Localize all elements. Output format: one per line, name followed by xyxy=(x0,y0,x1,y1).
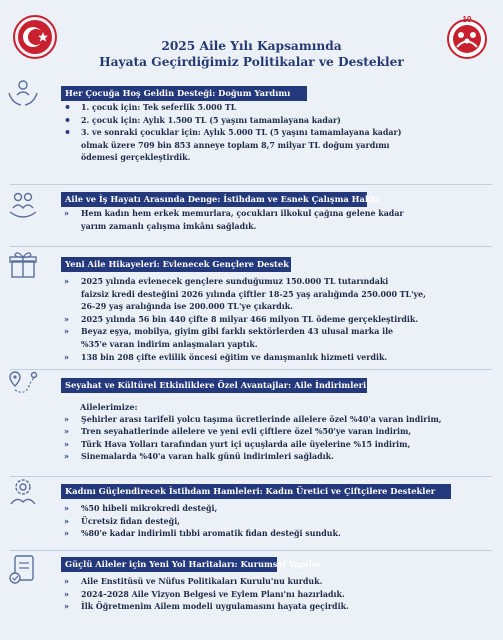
list-continuation: 26-29 yaş aralığında ise 200.000 TL'ye çıkardık. xyxy=(81,302,293,312)
divider xyxy=(10,550,492,551)
divider xyxy=(10,246,492,247)
section-2-list xyxy=(64,208,494,233)
title-line-2: Hayata Geçirdiğimiz Politikalar ve Destekler xyxy=(99,55,404,69)
list-item: • 3. ve sonraki çocuklar için: Aylık 5.000 TL (5 yaşını tamamlayana kadar) xyxy=(64,126,402,140)
list-continuation: %35'e varan indirim anlaşmaları yaptık. xyxy=(81,339,258,349)
list-item: » 2025 yılında evlenecek gençlere sunduğumuz 150.000 TL tutarındaki xyxy=(64,276,494,289)
list-item: » %80'e kadar indirimli tıbbi aromatik fidan desteği sunduk. xyxy=(64,528,494,541)
bullet-icon: • xyxy=(64,126,72,140)
section-1-heading: Her Çocuğa Hoş Geldin Desteği: Doğum Yardımı xyxy=(61,86,307,101)
section-2-heading: Aile ve İş Hayatı Arasında Denge: İstihdam ve Esnek Çalışma Hakkı xyxy=(61,192,367,207)
list-item: » Hem kadın hem erkek memurlara, çocukları ilkokul çağına gelene kadar xyxy=(64,208,494,221)
divider xyxy=(10,184,492,185)
double-chevron-icon: » xyxy=(64,529,69,539)
svg-text:10: 10 xyxy=(462,15,472,24)
double-chevron-icon: » xyxy=(64,209,69,218)
section-6-heading: Güçlü Aileler için Yeni Yol Haritaları: Kurumsal Yapılar xyxy=(61,557,277,572)
ministry-logo-icon xyxy=(12,14,58,60)
location-route-icon xyxy=(6,366,40,400)
double-chevron-icon: » xyxy=(64,504,69,513)
list-continuation: faizsiz kredi desteğini 2026 yılında çiftler 18-25 yaş aralığında 250.000 TL'ye, xyxy=(81,289,426,299)
bullet-icon: • xyxy=(64,101,72,114)
double-chevron-icon: » xyxy=(64,427,69,437)
gear-people-icon xyxy=(6,474,40,508)
section-4-heading: Seyahat ve Kültürel Etkinliklere Özel Avantajlar: Aile İndirimleri xyxy=(61,378,367,393)
divider xyxy=(10,369,492,370)
list-continuation: olmak üzere 709 bin 853 anneye toplam 8,7 milyar TL doğum yardımı xyxy=(81,140,390,150)
list-continuation: yarım zamanlı çalışma imkânı sağladık. xyxy=(81,221,257,231)
family-year-logo-icon xyxy=(444,14,490,60)
double-chevron-icon: » xyxy=(64,327,69,337)
section-4-list xyxy=(64,401,494,464)
list-item: » %50 hibeli mikrokredi desteği, xyxy=(64,503,494,516)
double-chevron-icon: » xyxy=(64,352,69,362)
title-line-1: 2025 Aile Yılı Kapsamında xyxy=(161,39,342,53)
double-chevron-icon: » xyxy=(64,414,69,424)
page-title xyxy=(60,38,443,70)
double-chevron-icon: » xyxy=(64,589,69,599)
list-item: » Türk Hava Yolları tarafından yurt içi uçuşlarda aile üyelerine %15 indirim, xyxy=(64,439,494,452)
section-1-list xyxy=(64,102,494,165)
divider xyxy=(10,476,492,477)
list-item: » Beyaz eşya, mobilya, giyim gibi farklı sektörlerden 43 ulusal marka ile xyxy=(64,326,494,339)
list-item: » 138 bin 208 çifte evlilik öncesi eğitim ve danışmanlık hizmeti verdik. xyxy=(64,352,494,365)
list-item: » Ücretsiz fidan desteği, xyxy=(64,516,494,529)
list-subheading: Ailelerimize: xyxy=(80,402,138,412)
section-6-list xyxy=(64,576,494,614)
double-chevron-icon: » xyxy=(64,277,69,286)
list-item: » 2024–2028 Aile Vizyon Belgesi ve Eylem Planı'nı hazırladık. xyxy=(64,589,494,602)
hands-baby-icon xyxy=(6,76,40,110)
double-chevron-icon: » xyxy=(64,439,69,449)
bullet-icon: • xyxy=(64,113,72,127)
double-chevron-icon: » xyxy=(64,602,69,612)
double-chevron-icon: » xyxy=(64,452,69,462)
list-continuation: ödemesi gerçekleştirdik. xyxy=(81,153,191,163)
list-item: » Aile Enstitüsü ve Nüfus Politikaları Kurulu'nu kurduk. xyxy=(64,576,494,589)
section-3-heading: Yeni Aile Hikayeleri: Evlenecek Gençlere Destek xyxy=(61,257,291,272)
list-item: » Sinemalarda %40'a varan halk günü indirimleri sağladık. xyxy=(64,451,494,464)
list-item: » 2025 yılında 56 bin 440 çifte 8 milyar 466 milyon TL ödeme gerçekleştirdik. xyxy=(64,314,494,327)
family-care-icon xyxy=(6,188,40,222)
list-item: • 1. çocuk için: Tek seferlik 5.000 TL xyxy=(64,101,237,114)
double-chevron-icon: » xyxy=(64,577,69,586)
section-5-heading: Kadını Güçlendirecek İstihdam Hamleleri: Kadın Üretici ve Çiftçilere Destekler xyxy=(61,484,451,499)
double-chevron-icon: » xyxy=(64,314,69,324)
document-checklist-icon xyxy=(6,552,40,586)
list-item: » Şehirler arası tarifeli yolcu taşıma ücretlerinde ailelere özel %40'a varan indirim, xyxy=(64,414,494,427)
gift-box-icon xyxy=(6,248,40,282)
list-item: » Tren seyahatlerinde ailelere ve yeni evli çiftlere özel %50'ye varan indirim, xyxy=(64,426,494,439)
section-5-list xyxy=(64,503,494,541)
list-item: » İlk Öğretmenim Ailem modeli uygulamasını hayata geçirdik. xyxy=(64,601,494,614)
double-chevron-icon: » xyxy=(64,516,69,526)
section-3-list xyxy=(64,276,494,364)
list-item: • 2. çocuk için: Aylık 1.500 TL (5 yaşını tamamlayana kadar) xyxy=(64,113,341,127)
